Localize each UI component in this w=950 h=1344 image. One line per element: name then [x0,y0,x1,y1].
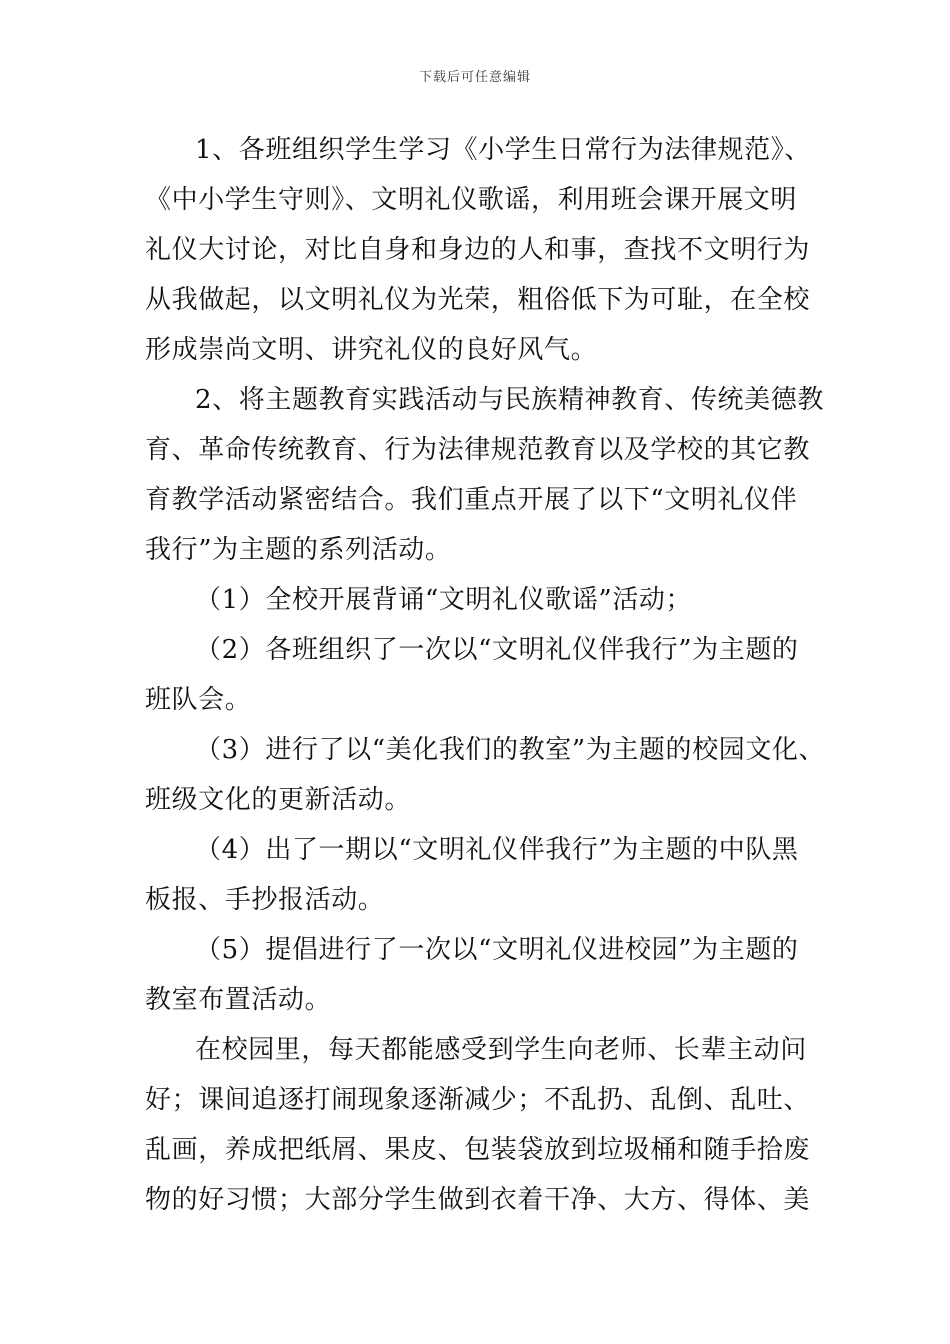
text-line: （5）提倡进行了一次以“文明礼仪进校园”为主题的 [195,935,799,965]
text-line: （4）出了一期以“文明礼仪伴我行”为主题的中队黑 [195,835,799,865]
text-line: 在校园里，每天都能感受到学生向老师、长辈主动问 [195,1035,807,1065]
text-line: 板报、手抄报活动。 [145,885,385,915]
text-line: （2）各班组织了一次以“文明礼仪伴我行”为主题的 [195,635,799,665]
text-line: 育教学活动紧密结合。我们重点开展了以下“文明礼仪伴 [145,485,798,515]
text-line: （1）全校开展背诵“文明礼仪歌谣”活动； [195,585,693,615]
text-line: 从我做起，以文明礼仪为光荣，粗俗低下为可耻，在全校 [145,285,811,315]
text-line: 礼仪大讨论，对比自身和身边的人和事，查找不文明行为 [145,235,811,265]
text-line: 班队会。 [145,685,252,715]
text-line: 1、各班组织学生学习《小学生日常行为法律规范》、 [195,135,811,165]
text-line: 2、将主题教育实践活动与民族精神教育、传统美德教 [195,385,824,415]
text-line: 乱画，养成把纸屑、果皮、包装袋放到垃圾桶和随手拾废 [145,1135,811,1165]
text-line: 物的好习惯；大部分学生做到衣着干净、大方、得体、美 [145,1185,811,1215]
text-line: （3）进行了以“美化我们的教室”为主题的校园文化、 [195,735,826,765]
text-line: 班级文化的更新活动。 [145,785,412,815]
text-line: 我行”为主题的系列活动。 [145,535,452,565]
text-line: 教室布置活动。 [145,985,332,1015]
text-line: 形成崇尚文明、讲究礼仪的良好风气。 [145,335,598,365]
text-line: 育、革命传统教育、行为法律规范教育以及学校的其它教 [145,435,811,465]
text-line: 《中小学生守则》、文明礼仪歌谣，利用班会课开展文明 [145,185,798,215]
page-header: 下载后可任意编辑 [418,70,531,85]
text-line: 好；课间追逐打闹现象逐渐减少；不乱扔、乱倒、乱吐、 [145,1085,811,1115]
